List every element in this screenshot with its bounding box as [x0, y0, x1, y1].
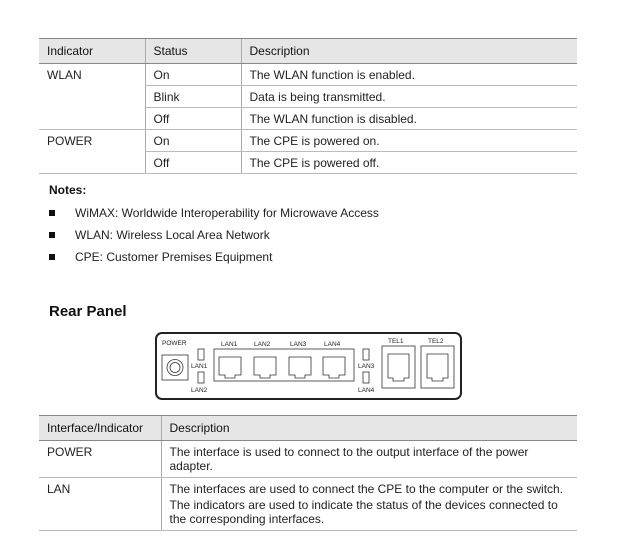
- description-cell: [161, 478, 577, 531]
- description-cell: The WLAN function is enabled.: [241, 64, 577, 86]
- power-label: POWER: [162, 340, 187, 347]
- header-status: Status: [145, 39, 241, 64]
- description-line: The interfaces are used to connect the CPE to the computer or the switch.: [169, 482, 564, 496]
- tel1-label: TEL1: [388, 338, 404, 345]
- list-item: [49, 204, 379, 226]
- header-indicator: Indicator: [39, 39, 145, 64]
- header-description: Description: [161, 416, 577, 441]
- note-text: CPE: Customer Premises Equipment: [75, 250, 273, 264]
- description-cell: The CPE is powered off.: [241, 152, 577, 174]
- led-lan3: [363, 349, 369, 360]
- led-lan4: [363, 372, 369, 383]
- led-lan4-label: LAN4: [358, 387, 375, 394]
- lan1-port-icon: [219, 357, 241, 378]
- section-title: Rear Panel: [49, 303, 127, 320]
- description-line: The indicators are used to indicate the status of the devices connected to the corresponding interfaces.: [169, 498, 558, 526]
- description-line: The interface is used to connect to the output interface of the power adapter.: [169, 445, 529, 473]
- description-cell: Data is being transmitted.: [241, 86, 577, 108]
- indicator-cell: POWER: [39, 130, 145, 174]
- status-cell: Blink: [145, 86, 241, 108]
- lan3-label: LAN3: [290, 341, 307, 348]
- interface-table-header: [39, 416, 577, 441]
- bullet-icon: [49, 232, 55, 238]
- table-row: [39, 441, 577, 478]
- indicator-table-header: [39, 39, 577, 64]
- bullet-icon: [49, 210, 55, 216]
- note-text: WLAN: Wireless Local Area Network: [75, 228, 270, 242]
- bullet-icon: [49, 254, 55, 260]
- lan2-label: LAN2: [254, 341, 271, 348]
- led-lan2: [198, 372, 204, 383]
- tel2-label: TEL2: [428, 338, 444, 345]
- lan3-port-icon: [289, 357, 311, 378]
- description-cell: The WLAN function is disabled.: [241, 108, 577, 130]
- notes-title: Notes:: [49, 183, 87, 197]
- list-item: [49, 226, 379, 248]
- interface-table: [39, 415, 577, 531]
- led-lan3-label: LAN3: [358, 363, 375, 370]
- header-description: Description: [241, 39, 577, 64]
- lan1-label: LAN1: [221, 341, 238, 348]
- led-lan1: [198, 349, 204, 360]
- status-cell: On: [145, 130, 241, 152]
- status-cell: Off: [145, 152, 241, 174]
- description-cell: The CPE is powered on.: [241, 130, 577, 152]
- lan2-port-icon: [254, 357, 276, 378]
- status-cell: On: [145, 64, 241, 86]
- lan4-port-icon: [323, 357, 345, 378]
- table-row: [39, 130, 577, 152]
- header-interface: Interface/Indicator: [39, 416, 161, 441]
- interface-cell: POWER: [39, 441, 161, 478]
- tel2-port-icon: [427, 354, 448, 381]
- indicator-table: [39, 38, 577, 174]
- table-row: [39, 478, 577, 531]
- power-jack-inner-icon: [170, 363, 180, 373]
- interface-cell: LAN: [39, 478, 161, 531]
- tel1-port-icon: [388, 354, 409, 381]
- description-cell: [161, 441, 577, 478]
- notes-list: [49, 204, 379, 270]
- led-lan2-label: LAN2: [191, 387, 208, 394]
- rear-panel-diagram: [155, 332, 462, 400]
- status-cell: Off: [145, 108, 241, 130]
- led-lan1-label: LAN1: [191, 363, 208, 370]
- rear-panel-svg: [157, 334, 460, 398]
- table-row: [39, 64, 577, 86]
- list-item: [49, 248, 379, 270]
- lan4-label: LAN4: [324, 341, 341, 348]
- indicator-cell: WLAN: [39, 64, 145, 130]
- note-text: WiMAX: Worldwide Interoperability for Microwave Access: [75, 206, 379, 220]
